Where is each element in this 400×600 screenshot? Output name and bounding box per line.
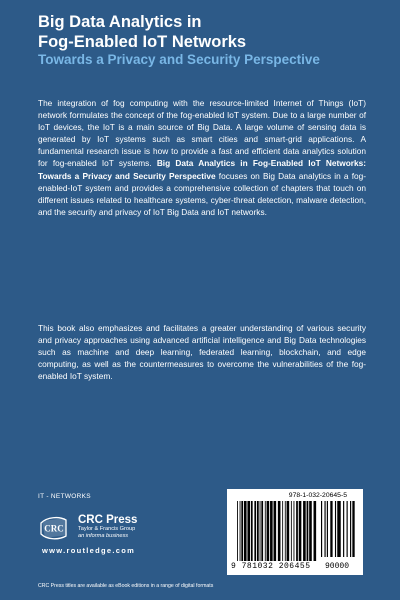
barcode-bar <box>309 501 312 561</box>
barcode-addon-digits: 90000 <box>325 562 350 571</box>
barcode-bars-main <box>237 501 317 561</box>
title-line-2: Fog-Enabled IoT Networks <box>38 33 247 51</box>
barcode-bar <box>303 501 306 561</box>
barcode-bar <box>274 501 277 561</box>
publisher-business: an informa business <box>78 533 129 539</box>
book-title <box>38 12 368 52</box>
barcode-bar <box>307 501 309 561</box>
crc-press-logo-icon <box>39 515 69 541</box>
barcode-bar <box>261 501 263 561</box>
barcode-bar <box>244 501 247 561</box>
barcode-bar <box>314 501 317 561</box>
barcode-bar <box>321 501 322 557</box>
isbn-number: 978-1-032-20645-5 <box>288 492 347 499</box>
publisher-website: www.routledge.com <box>42 546 136 555</box>
barcode-bar <box>337 501 340 557</box>
category-label: IT - NETWORKS <box>38 493 91 500</box>
barcode-bars-addon <box>321 501 357 561</box>
barcode-bar <box>352 501 354 557</box>
barcode-bar <box>343 501 344 557</box>
book-subtitle: Towards a Privacy and Security Perspective <box>38 52 320 67</box>
barcode-bar <box>282 501 283 561</box>
barcode-bar <box>324 501 325 557</box>
barcode-bar <box>347 501 348 557</box>
barcode-bar <box>296 501 298 561</box>
barcode-bar <box>330 501 332 557</box>
barcode-bar <box>260 501 261 561</box>
barcode-bar <box>335 501 336 557</box>
barcode-bar <box>265 501 266 561</box>
barcode-bar <box>285 501 286 561</box>
publisher-group: Taylor & Francis Group <box>78 526 136 532</box>
publisher-block <box>78 514 137 540</box>
barcode-bar <box>294 501 295 561</box>
barcode-bar <box>254 501 256 561</box>
barcode-bar <box>270 501 273 561</box>
barcode-main-digits: 9 781032 206455 <box>231 562 311 571</box>
barcode-bar <box>327 501 328 557</box>
title-line-1: Big Data Analytics in <box>38 13 202 31</box>
description-text: focuses on Big Data analytics in a fog-enabled-IoT system and provides a comprehensive collection of chapters that touch on different issues related to healthcare systems, cyber-threat detection, malware detection, and the security and privacy of IoT Big Data and IoT networks. <box>38 170 366 217</box>
barcode-bar <box>247 501 250 561</box>
isbn-barcode <box>227 489 363 575</box>
ebook-availability-note: CRC Press titles are available as eBook editions in a range of digital formats <box>38 583 214 589</box>
barcode-bar <box>251 501 253 561</box>
barcode-bar <box>257 501 259 561</box>
description-bold-title: Big Data Analytics in Fog-Enabled IoT Networks: Towards a Privacy and Security Perspective <box>38 158 366 181</box>
barcode-bar <box>350 501 351 557</box>
barcode-bar <box>267 501 270 561</box>
crc-logo-text: CRC <box>44 523 64 534</box>
description-paragraph-2: This book also emphasizes and facilitates a greater understanding of various security and privacy approaches using advanced artificial intelligence and Big Data technologies such as machine and deep learning, federated learning, blockchain, and edge computing, as well as the countermeasures to overcome the vulnerabilities of the fog-enabled IoT system. <box>38 323 366 382</box>
barcode-bar <box>299 501 302 561</box>
barcode-bar <box>240 501 241 561</box>
publisher-name: CRC Press <box>78 514 138 526</box>
barcode-bar <box>237 501 238 561</box>
description-paragraph-1 <box>38 97 366 218</box>
barcode-bar <box>278 501 281 561</box>
description-text: The integration of fog computing with the resource-limited Internet of Things (IoT) network formulates the concept of the fog-enabled IoT system. Due to a large number of IoT devices, the IoT is a main source of Big Data. A large volume of sensing data is generated by IoT systems such as smart cities and smart-grid applications. A fundamental research issue is how to provide a fast and efficient data analytics solution for fog-enabled IoT systems. <box>38 98 366 169</box>
barcode-bar <box>291 501 292 561</box>
barcode-bar <box>241 501 243 561</box>
barcode-bar <box>287 501 290 561</box>
